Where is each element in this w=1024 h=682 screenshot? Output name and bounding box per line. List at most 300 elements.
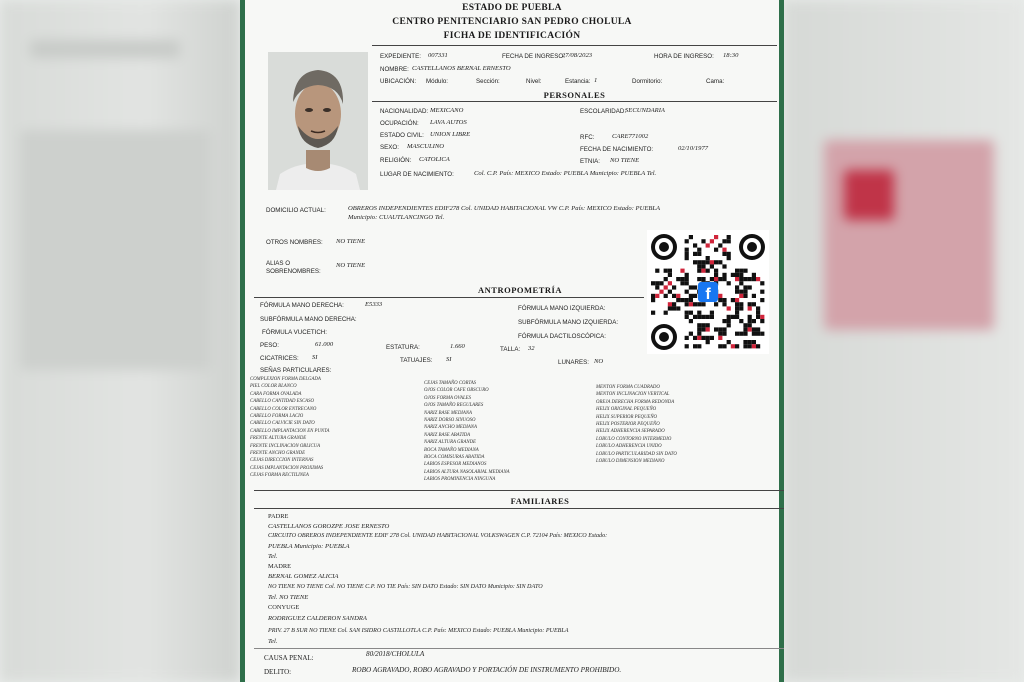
qr-module — [722, 252, 726, 256]
sena-item: CABELLO CALVICIE SIN DATO — [250, 421, 315, 427]
madre-nombre: BERNAL GOMEZ ALICIA — [268, 573, 339, 580]
subformula-mano-izquierda-label: SUBFÓRMULA MANO IZQUIERDA: — [518, 319, 619, 326]
divider — [254, 490, 784, 491]
qr-module — [701, 277, 705, 281]
qr-module — [718, 260, 722, 264]
mugshot-photo — [268, 52, 368, 190]
qr-module — [752, 344, 756, 348]
qr-module — [743, 285, 747, 289]
otros-nombres-label: OTROS NOMBRES: — [266, 239, 323, 246]
qr-module — [706, 243, 710, 247]
sena-item: FRENTE INCLINACION OBLICUA — [250, 443, 321, 449]
seccion-label: Sección: — [476, 78, 500, 85]
dormitorio-label: Dormitorio: — [632, 78, 663, 85]
qr-module — [651, 298, 655, 302]
qr-module — [664, 285, 668, 289]
estancia-label: Estancia: — [565, 78, 591, 85]
qr-module — [731, 298, 735, 302]
qr-module — [718, 243, 722, 247]
qr-finder — [659, 242, 669, 252]
qr-module — [668, 273, 672, 277]
identification-sheet — [240, 0, 784, 682]
qr-module — [668, 281, 672, 285]
delito-value: ROBO AGRAVADO, ROBO AGRAVADO Y PORTACIÓN DE INSTRUMENTO PROHIBIDO. — [352, 666, 622, 674]
causa-penal-value: 80/2018/CHOLULA — [366, 650, 425, 658]
qr-module — [685, 302, 689, 306]
qr-module — [672, 294, 676, 298]
qr-module — [735, 273, 739, 277]
qr-module — [743, 277, 747, 281]
qr-module — [743, 294, 747, 298]
nacionalidad-value: MEXICANO — [430, 107, 464, 114]
border-left — [240, 0, 245, 682]
domicilio-label: DOMICILIO ACTUAL: — [266, 207, 326, 214]
qr-module — [727, 252, 731, 256]
conyuge-tel: Tel. — [268, 638, 278, 645]
qr-module — [655, 294, 659, 298]
sena-item: FRENTE ANCHO GRANDE — [250, 451, 306, 457]
qr-module — [685, 298, 689, 302]
qr-module — [731, 315, 735, 319]
qr-module — [748, 302, 752, 306]
padre-nombre: CASTELLANOS GOROZPE JOSE ERNESTO — [268, 523, 390, 530]
qr-module — [706, 256, 710, 260]
sena-item: CABELLO COLOR ENTRECANO — [250, 406, 317, 412]
nombre-label: NOMBRE: — [380, 66, 409, 73]
qr-module — [685, 252, 689, 256]
qr-module — [752, 294, 756, 298]
domicilio-line1: OBREROS INDEPENDIENTES EDIF278 Col. UNIDAD HABITACIONAL VW C.P. País: MEXICO Estado: PUEBLA — [348, 205, 661, 212]
qr-module — [722, 319, 726, 323]
qr-module — [760, 319, 764, 323]
qr-module — [722, 302, 726, 306]
sena-item: COMPLEXION FORMA DELGADA — [250, 377, 321, 382]
qr-module — [739, 281, 743, 285]
qr-module — [685, 239, 689, 243]
otros-nombres-value: NO TIENE — [336, 238, 366, 245]
qr-module — [697, 269, 701, 273]
lugar-nacimiento-value: Col. C.P. País: MEXICO Estado: PUEBLA Municipio: PUEBLA Tel. — [474, 170, 657, 177]
qr-module — [714, 327, 718, 331]
qr-module — [718, 332, 722, 336]
qr-module — [676, 277, 680, 281]
qr-module — [752, 332, 756, 336]
peso-label: PESO: — [260, 342, 279, 349]
qr-module — [710, 260, 714, 264]
sena-item: NARIZ ANCHO MEDIANA — [424, 425, 477, 431]
conyuge-nombre: RODRIGUEZ CALDERON SANDRA — [268, 615, 367, 622]
cama-label: Cama: — [706, 78, 725, 85]
qr-module — [697, 252, 701, 256]
estado-civil-label: ESTADO CIVIL: — [380, 132, 424, 139]
sena-item: NARIZ DORSO SINUOSO — [424, 418, 476, 424]
sena-item: CABELLO CANTIDAD ESCASO — [250, 399, 314, 405]
qr-module — [664, 277, 668, 281]
qr-module — [710, 239, 714, 243]
qr-module — [735, 306, 739, 310]
sena-item: CABELLO FORMA LACIO — [250, 414, 304, 420]
sena-item: BOCA COMISURAS ABATIDA — [424, 455, 485, 461]
qr-module — [727, 315, 731, 319]
qr-module — [735, 277, 739, 281]
qr-module — [701, 315, 705, 319]
qr-module — [727, 319, 731, 323]
qr-module — [727, 281, 731, 285]
sena-item: HELIX ORIGINAL PEQUEÑO — [596, 407, 657, 413]
qr-module — [756, 327, 760, 331]
qr-module — [756, 332, 760, 336]
qr-module — [689, 302, 693, 306]
causa-penal-label: CAUSA PENAL: — [264, 654, 314, 662]
qr-module — [752, 327, 756, 331]
nacionalidad-label: NACIONALIDAD: — [380, 108, 429, 115]
lugar-nacimiento-label: LUGAR DE NACIMIENTO: — [380, 171, 454, 178]
qr-module — [697, 302, 701, 306]
qr-module — [693, 260, 697, 264]
qr-module — [685, 336, 689, 340]
qr-module — [693, 294, 697, 298]
qr-module — [760, 290, 764, 294]
qr-module — [735, 298, 739, 302]
sena-item: BOCA TAMAÑO MEDIANA — [424, 447, 479, 453]
qr-module — [685, 281, 689, 285]
qr-module — [706, 323, 710, 327]
qr-module — [685, 256, 689, 260]
sena-item: FRENTE ALTURA GRANDE — [250, 436, 307, 442]
qr-module — [655, 281, 659, 285]
padre-label: PADRE — [268, 513, 289, 520]
qr-code[interactable] — [647, 230, 769, 354]
subformula-mano-derecha-label: SUBFÓRMULA MANO DERECHA: — [260, 316, 357, 323]
qr-module — [748, 327, 752, 331]
qr-module — [739, 273, 743, 277]
fecha-nacimiento-label: FECHA DE NACIMIENTO: — [580, 146, 654, 153]
qr-module — [676, 306, 680, 310]
qr-module — [735, 315, 739, 319]
qr-module — [722, 277, 726, 281]
qr-module — [731, 273, 735, 277]
qr-module — [714, 302, 718, 306]
qr-module — [714, 269, 718, 273]
padre-domicilio-line2: PUEBLA Municipio: PUEBLA — [268, 543, 350, 550]
qr-module — [718, 327, 722, 331]
qr-module — [743, 344, 747, 348]
qr-module — [722, 264, 726, 268]
qr-module — [735, 269, 739, 273]
qr-module — [651, 311, 655, 315]
qr-module — [739, 294, 743, 298]
qr-module — [701, 323, 705, 327]
expediente-label: EXPEDIENTE: — [380, 53, 421, 60]
qr-module — [685, 277, 689, 281]
talla-value: 32 — [528, 345, 535, 352]
qr-module — [668, 306, 672, 310]
qr-module — [689, 235, 693, 239]
sena-item: LOBULO PARTICULARIDAD SIN DATO — [596, 451, 677, 457]
qr-module — [659, 290, 663, 294]
qr-module — [739, 290, 743, 294]
sena-item: OJOS TAMAÑO REGULARES — [424, 403, 484, 409]
qr-module — [756, 306, 760, 310]
qr-module — [685, 290, 689, 294]
qr-module — [701, 336, 705, 340]
qr-module — [735, 332, 739, 336]
lunares-label: LUNARES: — [558, 359, 589, 366]
estado-civil-value: UNION LIBRE — [430, 131, 471, 138]
qr-module — [672, 306, 676, 310]
qr-module — [739, 319, 743, 323]
sena-item: HELIX ADHERENCIA SEPARADO — [596, 429, 665, 435]
qr-module — [689, 332, 693, 336]
alias-label-line2: SOBRENOMBRES: — [266, 268, 321, 275]
qr-module — [706, 340, 710, 344]
sena-item: MENTON INCLINACION VERTICAL — [596, 392, 670, 398]
qr-module — [714, 260, 718, 264]
sena-item: OJOS FORMA OVALES — [424, 395, 471, 401]
qr-module — [722, 248, 726, 252]
qr-module — [718, 277, 722, 281]
divider — [254, 297, 644, 298]
fecha-ingreso-label: FECHA DE INGRESO: — [502, 53, 565, 60]
facebook-glyph: f — [705, 286, 711, 303]
sena-item: MENTON FORMA CUADRADO — [596, 385, 660, 390]
formula-mano-izquierda-label: FÓRMULA MANO IZQUIERDA: — [518, 305, 606, 312]
qr-module — [664, 269, 668, 273]
escolaridad-label: ESCOLARIDAD: — [580, 108, 627, 115]
blurred-background-left — [0, 0, 240, 682]
qr-module — [680, 277, 684, 281]
sexo-value: MASCULINO — [407, 143, 444, 150]
qr-module — [735, 311, 739, 315]
qr-module — [668, 269, 672, 273]
qr-module — [710, 264, 714, 268]
qr-module — [718, 336, 722, 340]
sena-item: PIEL COLOR BLANCO — [250, 384, 297, 390]
religion-label: RELIGIÓN: — [380, 157, 412, 164]
qr-module — [739, 277, 743, 281]
qr-module — [693, 315, 697, 319]
qr-module — [689, 311, 693, 315]
qr-module — [701, 260, 705, 264]
qr-module — [727, 235, 731, 239]
qr-module — [685, 315, 689, 319]
qr-module — [697, 264, 701, 268]
qr-module — [651, 281, 655, 285]
qr-module — [727, 306, 731, 310]
qr-module — [651, 294, 655, 298]
madre-tel: Tel. NO TIENE — [268, 594, 309, 601]
qr-module — [697, 260, 701, 264]
qr-module — [706, 336, 710, 340]
qr-module — [697, 336, 701, 340]
qr-module — [743, 332, 747, 336]
qr-module — [697, 327, 701, 331]
etnia-value: NO TIENE — [610, 157, 640, 164]
qr-module — [722, 332, 726, 336]
fecha-nacimiento-value: 02/10/1977 — [678, 145, 709, 152]
qr-module — [714, 248, 718, 252]
tatuajes-label: TATUAJES: — [400, 357, 433, 364]
qr-module — [760, 315, 764, 319]
divider — [254, 648, 784, 649]
qr-module — [718, 294, 722, 298]
qr-module — [748, 285, 752, 289]
qr-module — [735, 285, 739, 289]
qr-module — [685, 344, 689, 348]
sena-item: LABIOS PROMINENCIA NINGUNA — [424, 477, 496, 483]
sena-item: CABELLO IMPLANTACION EN PUNTA — [250, 428, 330, 434]
qr-module — [727, 239, 731, 243]
madre-domicilio: NO TIENE NO TIENE Col. NO TIENE C.P. NO TIE País: SIN DATO Estado: SIN DATO Municipio: SIN DATO — [268, 584, 543, 590]
qr-module — [714, 235, 718, 239]
qr-module — [697, 323, 701, 327]
qr-module — [722, 327, 726, 331]
sena-item: HELIX POSTERIOR PEQUEÑO — [596, 422, 660, 428]
section-personales-title: PERSONALES — [543, 90, 606, 100]
qr-module — [710, 336, 714, 340]
qr-module — [752, 273, 756, 277]
qr-module — [689, 298, 693, 302]
sexo-label: SEXO: — [380, 144, 399, 151]
qr-module — [693, 285, 697, 289]
qr-module — [693, 302, 697, 306]
lunares-value: NO — [594, 358, 604, 365]
qr-module — [680, 281, 684, 285]
madre-label: MADRE — [268, 563, 292, 570]
tatuajes-value: SI — [446, 356, 452, 363]
formula-vucetich-label: FÓRMULA VUCETICH: — [262, 329, 327, 336]
border-right — [779, 0, 784, 682]
expediente-value: 007331 — [428, 52, 448, 59]
ubicacion-label: UBICACIÓN: — [380, 78, 417, 85]
qr-module — [664, 294, 668, 298]
divider — [372, 101, 777, 102]
etnia-label: ETNIA: — [580, 158, 600, 165]
qr-module — [685, 311, 689, 315]
qr-module — [748, 277, 752, 281]
estancia-value: 1 — [594, 77, 598, 84]
sena-item: NARIZ BASE MEDIANA — [424, 410, 472, 416]
qr-module — [701, 239, 705, 243]
sena-item: OJOS COLOR CAFE OBSCURO — [424, 388, 489, 394]
nivel-label: Nivel: — [526, 78, 542, 85]
qr-module — [659, 281, 663, 285]
qr-module — [697, 315, 701, 319]
qr-module — [722, 344, 726, 348]
ocupacion-value: LAVA AUTOS — [430, 119, 467, 126]
qr-module — [701, 264, 705, 268]
religion-value: CATOLICA — [419, 156, 450, 163]
qr-module — [727, 256, 731, 260]
senas-column-1 — [250, 376, 329, 480]
qr-module — [676, 298, 680, 302]
sena-item: HELIX SUPERIOR PEQUEÑO — [596, 414, 658, 420]
formula-dactiloscopica-label: FÓRMULA DACTILOSCÓPICA: — [518, 333, 607, 340]
qr-module — [722, 239, 726, 243]
qr-module — [731, 344, 735, 348]
qr-module — [655, 285, 659, 289]
alias-value: NO TIENE — [336, 262, 366, 269]
qr-finder — [747, 242, 757, 252]
qr-module — [743, 323, 747, 327]
header-state: ESTADO DE PUEBLA — [462, 3, 562, 13]
qr-module — [718, 298, 722, 302]
sena-item: LABIOS ALTURA NASOLABIAL MEDIANA — [424, 469, 510, 475]
qr-module — [697, 344, 701, 348]
qr-module — [748, 319, 752, 323]
qr-module — [697, 277, 701, 281]
qr-module — [714, 277, 718, 281]
qr-module — [706, 269, 710, 273]
sena-item: CEJAS TAMAÑO CORTAS — [424, 381, 477, 386]
section-familiares-title: FAMILIARES — [510, 496, 570, 506]
qr-module — [748, 323, 752, 327]
qr-module — [693, 243, 697, 247]
rfc-label: RFC: — [580, 134, 595, 141]
alias-label-line1: ALIAS O — [266, 260, 291, 267]
qr-module — [743, 327, 747, 331]
hora-ingreso-label: HORA DE INGRESO: — [654, 53, 714, 60]
qr-module — [752, 302, 756, 306]
qr-module — [756, 344, 760, 348]
qr-module — [693, 252, 697, 256]
escolaridad-value: SECUNDARIA — [625, 107, 665, 114]
qr-module — [752, 319, 756, 323]
qr-module — [739, 332, 743, 336]
qr-module — [735, 290, 739, 294]
qr-module — [743, 340, 747, 344]
delito-label: DELITO: — [264, 668, 292, 676]
qr-module — [735, 302, 739, 306]
qr-module — [748, 306, 752, 310]
qr-module — [701, 269, 705, 273]
qr-module — [727, 340, 731, 344]
qr-module — [722, 273, 726, 277]
qr-module — [672, 302, 676, 306]
qr-module — [701, 327, 705, 331]
qr-module — [718, 344, 722, 348]
sena-item: LABIOS ESPESOR MEDIANOS — [424, 462, 487, 468]
conyuge-domicilio: PRIV. 27 B SUR NO TIENE Col. SAN ISIDRO CASTILLOTLA C.P. País: MEXICO Estado: PUEBLA Municipio: PUEBLA — [268, 628, 569, 634]
senas-particulares-label: SEÑAS PARTICULARES: — [260, 367, 332, 374]
sena-item: NARIZ ALTURA GRANDE — [424, 440, 476, 446]
peso-value: 61.000 — [315, 341, 334, 348]
qr-module — [697, 248, 701, 252]
qr-module — [697, 311, 701, 315]
sena-item: LOBULO DIMENSION MEDIANO — [596, 459, 665, 465]
padre-tel: Tel. — [268, 553, 278, 560]
sena-item: CEJAS FORMA RECTILINEA — [250, 473, 309, 479]
blurred-background-right — [784, 0, 1024, 682]
nombre-value: CASTELLANOS BERNAL ERNESTO — [412, 65, 511, 72]
estatura-value: 1.660 — [450, 343, 465, 350]
qr-module — [748, 315, 752, 319]
header-institution: CENTRO PENITENCIARIO SAN PEDRO CHOLULA — [392, 17, 632, 27]
qr-module — [743, 269, 747, 273]
qr-module — [680, 298, 684, 302]
qr-module — [756, 315, 760, 319]
qr-module — [655, 269, 659, 273]
qr-module — [685, 248, 689, 252]
estatura-label: ESTATURA: — [386, 344, 420, 351]
domicilio-line2: Municipio: CUAUTLANCINGO Tel. — [348, 214, 445, 221]
qr-module — [689, 319, 693, 323]
modulo-label: Módulo: — [426, 78, 449, 85]
qr-module — [739, 269, 743, 273]
fecha-ingreso-value: 27/08/2023 — [562, 52, 593, 59]
sena-item: CEJAS IMPLANTACION PROXIMAS — [250, 465, 324, 471]
qr-module — [680, 269, 684, 273]
